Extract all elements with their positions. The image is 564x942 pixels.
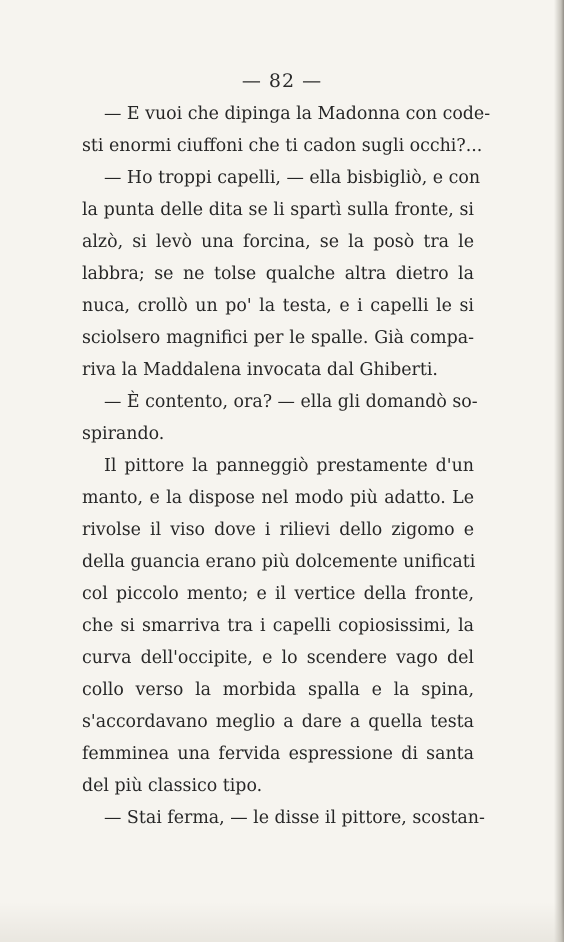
text-line: alzò, si levò una forcina, se la posò tra le [82, 232, 474, 252]
text-line: labbra; se ne tolse qualche altra dietro la [82, 264, 474, 284]
text-line: sti enormi ciuffoni che ti cadon sugli occhi?... [82, 136, 483, 156]
text-line: — È contento, ora? — ella gli domandò so- [104, 392, 478, 412]
text-line: che si smarriva tra i capelli copiosissimi, la [82, 616, 474, 636]
page-bottom-shade [0, 902, 564, 942]
text-line: della guancia erano più dolcemente unificati [82, 552, 476, 572]
text-line: col piccolo mento; e il vertice della fronte, [82, 584, 474, 604]
text-line: — Stai ferma, — le disse il pittore, scostan- [104, 808, 485, 828]
text-line: nuca, crollò un po' la testa, e i capelli le si [82, 296, 474, 316]
body-text [82, 98, 491, 834]
text-line: femminea una fervida espressione di santa [82, 744, 474, 764]
text-line: Il pittore la panneggiò prestamente d'un [104, 456, 474, 476]
page-edge-shadow [554, 0, 564, 942]
text-line: sciolsero magnifici per le spalle. Già compa- [82, 328, 474, 348]
text-line: curva dell'occipite, e lo scendere vago del [82, 648, 474, 668]
text-line: rivolse il viso dove i rilievi dello zigomo e [82, 520, 474, 540]
text-line: — E vuoi che dipinga la Madonna con code- [104, 104, 491, 124]
text-line: del più classico tipo. [82, 776, 263, 796]
page-number: — 82 — [241, 70, 323, 92]
text-line: manto, e la dispose nel modo più adatto. Le [82, 488, 474, 508]
text-line: s'accordavano meglio a dare a quella testa [82, 712, 474, 732]
text-line: riva la Maddalena invocata dal Ghiberti. [82, 360, 438, 380]
text-line: collo verso la morbida spalla e la spina, [82, 680, 474, 700]
text-line: la punta delle dita se li spartì sulla fronte, si [82, 200, 474, 220]
text-line: — Ho troppi capelli, — ella bisbigliò, e con [104, 168, 481, 188]
text-line: spirando. [82, 424, 165, 444]
